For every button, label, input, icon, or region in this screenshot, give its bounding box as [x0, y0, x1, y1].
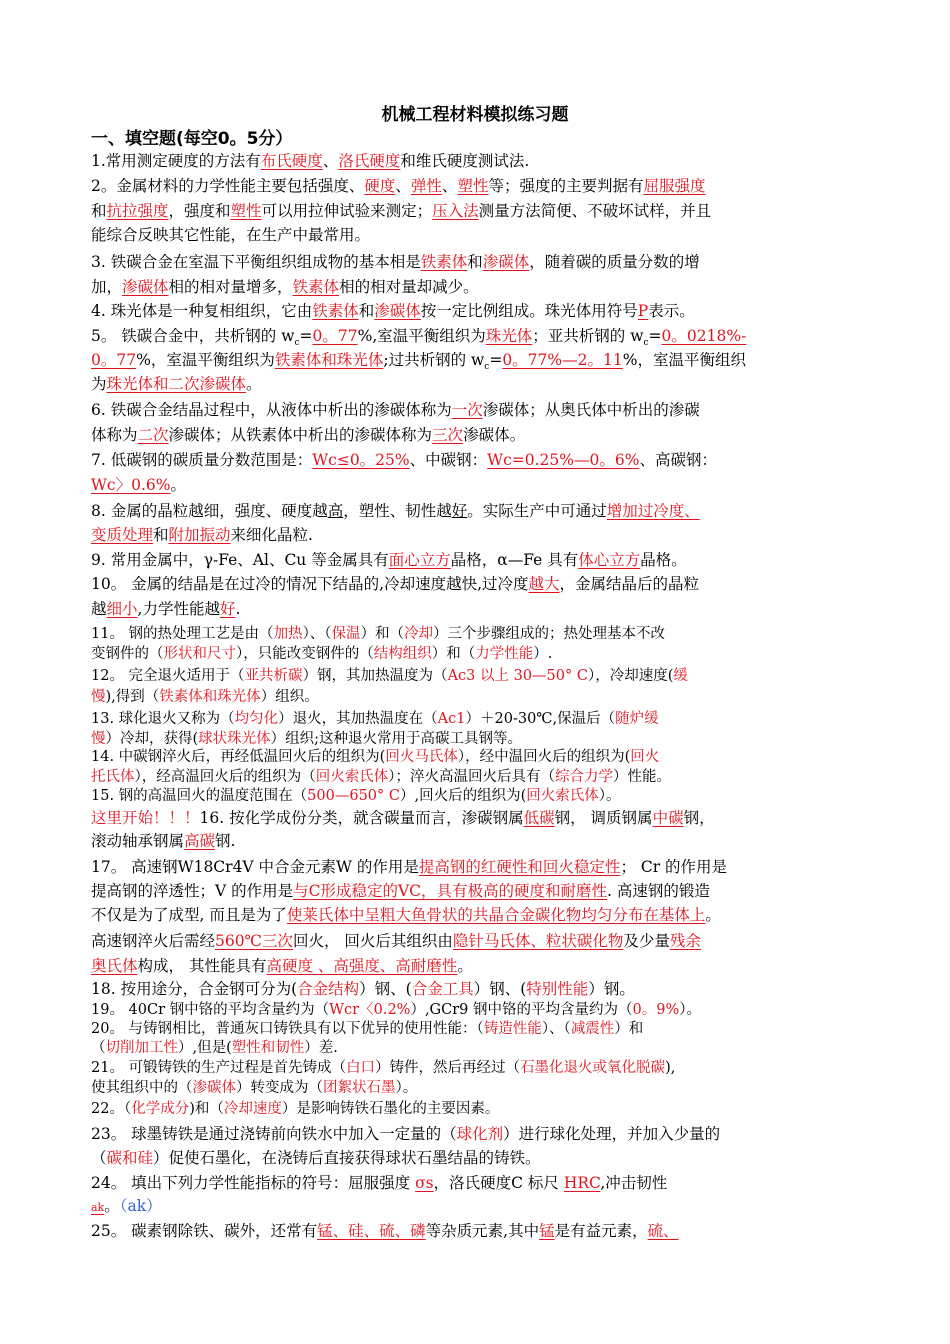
- answer-text: 0。9%: [632, 1002, 680, 1018]
- answer-text: 亚共析碳: [244, 668, 303, 684]
- question-text: ）,但是(: [178, 1040, 232, 1056]
- answer-text: 渗碳体: [192, 1080, 236, 1096]
- text-line: [91, 978, 881, 1000]
- text-line: [91, 449, 881, 471]
- answer-text: 回火索氏体: [315, 769, 389, 785]
- answer-text: 合金工具: [411, 980, 474, 998]
- question-text: 为: [91, 375, 107, 393]
- question-text: 变钢件的（: [91, 646, 164, 662]
- text-line: [91, 224, 881, 246]
- question-text: 来细化晶粒.: [230, 526, 313, 544]
- answer-text: 白口: [346, 1060, 376, 1076]
- answer-text: 面心立方: [388, 551, 451, 569]
- subscript: c: [484, 362, 490, 373]
- underlined-text: 高: [327, 502, 344, 520]
- answer-text: 团絮状石墨: [323, 1080, 396, 1096]
- answer-text: 0。77%—2。11: [502, 351, 623, 369]
- question-text: 。: [170, 476, 187, 494]
- question-text: 16. 按化学成份分类，就含碳量而言，渗碳钢属: [199, 809, 524, 827]
- question-text: 越: [91, 600, 107, 618]
- answer-text: 回火索氏体: [526, 788, 599, 804]
- question-text: 9. 常用金属中，γ-Fe、Al、Cu 等金属具有: [91, 551, 389, 569]
- text-line: [91, 904, 881, 926]
- question-text: 钢， 调质钢属: [554, 809, 653, 827]
- question-text: 11。 钢的热处理工艺是由（: [91, 626, 274, 642]
- question-text: 22。（: [91, 1101, 132, 1117]
- text-line: [91, 746, 881, 768]
- question-text: 14. 中碳钢淬火后，再经低温回火后的组织为(: [91, 749, 386, 765]
- answer-text: 铁素体和珠光体: [159, 689, 261, 705]
- question-text: ）组织。: [260, 689, 319, 705]
- answer-text: 合金结构: [297, 980, 360, 998]
- answer-text: 中碳: [652, 809, 684, 827]
- question-text: 等；强度的主要判据有: [488, 177, 644, 195]
- answer-text: 冷却速度: [223, 1101, 282, 1117]
- text-line: [91, 251, 881, 273]
- answer-text: 这里开始！！！: [91, 809, 200, 827]
- answer-text: 渗碳体: [482, 253, 530, 271]
- question-text: ）组织;这种退火常用于高碳工具钢等。: [270, 731, 523, 747]
- question-text: 渗碳体；从铁素体中析出的渗碳体称为: [168, 426, 433, 444]
- text-line: [91, 665, 881, 687]
- text-line: [91, 175, 881, 197]
- question-text: ）和（: [431, 646, 476, 662]
- text-line: [91, 150, 881, 172]
- question-text: 、: [395, 177, 411, 195]
- question-text: ）差.: [304, 1040, 338, 1056]
- answer-text: 切削加工性: [105, 1040, 178, 1056]
- answer-text: 加热: [273, 626, 303, 642]
- answer-text: 使莱氏体中呈粗大鱼骨状的共晶合金碳化物均匀分布在基体上: [286, 906, 706, 924]
- answer-text: 一次: [451, 401, 483, 419]
- text-line: [91, 549, 881, 571]
- question-text: 13. 球化退火又称为（: [91, 711, 235, 727]
- answer-text: 保温: [331, 626, 361, 642]
- answer-text: 二次: [137, 426, 169, 444]
- text-line: [91, 1147, 881, 1169]
- question-text: 25。 碳素钢除铁、碳外，还常有: [91, 1222, 318, 1240]
- answer-text: 慢: [91, 731, 106, 747]
- answer-text: 特别性能: [526, 980, 589, 998]
- question-text: ）转变成为（: [236, 1080, 323, 1096]
- question-text: 。: [705, 906, 721, 924]
- answer-text: 体心立方: [578, 551, 641, 569]
- blue-note: （ak）: [119, 1197, 162, 1215]
- answer-text: 硫、: [647, 1222, 679, 1240]
- answer-text: 塑性和韧性: [231, 1040, 305, 1056]
- question-text: ），只能改变钢件的（: [236, 646, 374, 662]
- question-text: =: [299, 327, 313, 345]
- answer-text: 变质处理: [91, 526, 154, 544]
- question-text: ）。: [598, 788, 621, 804]
- text-line: [91, 708, 881, 730]
- question-text: 6. 铁碳合金结晶过程中，从液体中析出的渗碳体称为: [91, 401, 452, 419]
- answer-text: ak: [91, 1201, 105, 1214]
- text-line: [91, 300, 881, 322]
- text-line: [91, 623, 881, 645]
- question-text: 19。 40Cr 钢中铬的平均含量约为（: [91, 1002, 330, 1018]
- underlined-text: 好: [451, 502, 468, 520]
- question-text: ）。: [679, 1002, 701, 1018]
- question-text: 加，: [91, 278, 123, 296]
- text-line: [91, 785, 881, 807]
- question-text: ),: [665, 1060, 676, 1076]
- question-text: ）。: [395, 1080, 418, 1096]
- answer-text: Wcr〈0.2%: [329, 1002, 411, 1018]
- question-text: 24。 填出下列力学性能指标的符号：屈服强度: [91, 1174, 416, 1192]
- question-text: 和: [358, 302, 375, 320]
- answer-text: 提高钢的红硬性和回火稳定性: [418, 858, 621, 876]
- text-line: [91, 276, 881, 298]
- question-text: 滚动轴承钢属: [91, 832, 185, 850]
- answer-text: 锰、硅、硫、磷: [317, 1222, 426, 1240]
- question-text: ，强度和: [168, 202, 231, 220]
- question-text: 等杂质元素,其中: [425, 1222, 540, 1240]
- answer-text: 细小: [106, 600, 138, 618]
- answer-text: 好: [219, 600, 236, 618]
- question-text: 5。 铁碳合金中，共析钢的 w: [91, 327, 295, 345]
- question-text: 渗碳体；从奥氏体中析出的渗碳: [482, 401, 700, 419]
- answer-text: 结构组织: [373, 646, 432, 662]
- question-text: ),得到（: [105, 689, 160, 705]
- question-text: 15. 钢的高温回火的温度范围在（: [91, 788, 308, 804]
- answer-text: 随炉缓: [615, 711, 659, 727]
- question-text: 8. 金属的晶粒越细，强度、硬度越: [91, 502, 328, 520]
- question-text: 表示。: [648, 302, 695, 320]
- answer-text: 奥氏体: [91, 957, 138, 975]
- answer-text: 高碳: [184, 832, 216, 850]
- answer-text: 洛氏硬度: [338, 152, 401, 170]
- text-line: [91, 643, 881, 665]
- question-text: ）退火，其加热温度在（: [278, 711, 438, 727]
- text-line: [91, 930, 881, 952]
- question-text: 23。 球墨铸铁是通过浇铸前向铁水中加入一定量的（: [91, 1125, 457, 1143]
- answer-text: 碳和硅: [106, 1149, 154, 1167]
- answer-text: 缓: [673, 668, 688, 684]
- question-text: ）；淬火高温回火后具有（: [388, 769, 555, 785]
- answer-text: 0。0218%-: [661, 327, 747, 345]
- answer-text: 残余: [669, 932, 701, 950]
- question-text: ）是影响铸铁石墨化的主要因素。: [281, 1101, 500, 1117]
- answer-text: 高硬度 、高强度、高耐磨性: [266, 957, 458, 975]
- question-text: . 高速钢的锻造: [607, 882, 710, 900]
- answer-text: 布氏硬度: [260, 152, 323, 170]
- subscript: c: [643, 338, 649, 349]
- question-text: ）,回火后的组织为(: [399, 788, 527, 804]
- answer-text: 铸造性能: [483, 1021, 542, 1037]
- answer-text: 减震性: [570, 1021, 615, 1037]
- answer-text: 越大: [528, 575, 560, 593]
- answer-text: P: [637, 302, 649, 320]
- answer-text: 增加过冷度、: [606, 502, 700, 520]
- question-text: 10。 金属的结晶是在过冷的情况下结晶的,冷却速度越快,过冷度: [91, 575, 529, 593]
- question-text: 、: [322, 152, 339, 170]
- question-text: 3. 铁碳合金在室温下平衡组织组成物的基本相是: [91, 253, 421, 271]
- answer-text: Wc≤0。25%: [312, 451, 410, 469]
- question-text: 、中碳钢：: [409, 451, 488, 469]
- question-text: ）和（: [360, 626, 405, 642]
- question-text: 。实际生产中可通过: [467, 502, 607, 520]
- question-text: ，金属结晶后的晶粒: [559, 575, 700, 593]
- text-line: [91, 955, 881, 977]
- text-line: [91, 524, 881, 546]
- question-text: 钢，: [683, 809, 715, 827]
- question-text: （: [91, 1040, 106, 1056]
- answer-text: 压入法: [432, 202, 479, 220]
- text-line: [91, 424, 881, 446]
- question-text: ）进行球化处理，并加入少量的: [503, 1125, 721, 1143]
- text-line: [91, 200, 881, 222]
- question-text: ）,GCr9 钢中铬的平均含量约为（: [410, 1002, 633, 1018]
- question-text: （: [91, 1149, 107, 1167]
- answer-text: Ac3 以上 30—50° C: [447, 668, 588, 684]
- question-text: 及少量: [623, 932, 670, 950]
- answer-text: 塑性: [457, 177, 489, 195]
- text-line: [91, 686, 881, 708]
- text-line: [91, 399, 881, 421]
- question-text: ）、（: [541, 1021, 571, 1037]
- answer-text: 弹性: [410, 177, 442, 195]
- question-text: 是有益元素，: [554, 1222, 648, 1240]
- answer-text: 抗拉强度: [106, 202, 169, 220]
- question-text: ）.: [533, 646, 553, 662]
- question-text: 钢.: [215, 832, 236, 850]
- text-line: [91, 1057, 881, 1079]
- answer-text: 渗碳体: [374, 302, 421, 320]
- question-text: ，洛氏硬度C 标尺: [433, 1174, 564, 1192]
- question-text: 1.常用测定硬度的方法有: [91, 152, 261, 170]
- question-text: ）促使石墨化，在浇铸后直接获得球状石墨结晶的铸铁。: [153, 1149, 541, 1167]
- answer-text: 力学性能: [475, 646, 534, 662]
- answer-text: 附加振动: [168, 526, 231, 544]
- question-text: ）冷却，获得(: [105, 731, 199, 747]
- answer-text: Wc〉0.6%: [91, 476, 171, 494]
- answer-text: 铁素体和珠光体: [274, 351, 384, 369]
- question-text: 18. 按用途分，合金钢可分为(: [91, 980, 298, 998]
- question-text: 2。金属材料的力学性能主要包括强度、: [91, 177, 365, 195]
- question-text: 和维氏硬度测试法.: [400, 152, 530, 170]
- question-text: 不仅是为了成型, 而且是为了: [91, 906, 287, 924]
- question-text: ）三个步骤组成的；热处理基本不改: [433, 626, 666, 642]
- question-text: ）钢、(: [359, 980, 412, 998]
- question-text: 渗碳体。: [463, 426, 526, 444]
- question-text: 提高钢的淬透性；V 的作用是: [91, 882, 294, 900]
- text-line: [91, 500, 881, 522]
- answer-text: Wc=0.25%—0。6%: [487, 451, 640, 469]
- question-text: 17。 高速钢W18Cr4V 中合金元素W 的作用是: [91, 858, 419, 876]
- text-line: [91, 598, 881, 620]
- text-line: [91, 1077, 881, 1099]
- question-text: ;过共析钢的 w: [383, 351, 485, 369]
- question-text: 相的相对量却减少。: [339, 278, 479, 296]
- question-text: ；亚共析钢的 w: [532, 327, 644, 345]
- text-line: [91, 856, 881, 878]
- question-text: .: [235, 600, 241, 618]
- question-text: 、高碳钢：: [639, 451, 717, 469]
- answer-text: 560℃三次: [215, 932, 293, 950]
- answer-text: 屈服强度: [643, 177, 706, 195]
- text-line: [91, 1037, 881, 1059]
- question-text: ）钢，其加热温度为（: [302, 668, 448, 684]
- question-text: 21。 可锻铸铁的生产过程是首先铸成（: [91, 1060, 347, 1076]
- question-text: 体称为: [91, 426, 138, 444]
- text-line: [91, 1195, 881, 1219]
- section-heading: 一、填空题(每空0。5分）: [91, 129, 293, 149]
- question-text: %，室温平衡组织为: [136, 351, 275, 369]
- answer-text: 500—650° C: [307, 788, 400, 804]
- answer-text: 珠光体和二次渗碳体: [106, 375, 247, 393]
- answer-text: 慢: [91, 689, 106, 705]
- answer-text: 石墨化退火或氧化脱碳: [520, 1060, 666, 1076]
- text-line: [91, 1172, 881, 1194]
- question-text: ,力学性能越: [137, 600, 220, 618]
- text-line: [91, 1220, 881, 1242]
- question-text: 晶格。: [640, 551, 687, 569]
- question-text: 构成， 其性能具有: [137, 957, 267, 975]
- question-text: 可以用拉伸试验来测定；: [261, 202, 433, 220]
- question-text: ）钢、(: [473, 980, 527, 998]
- question-text: 晶格，α—Fe 具有: [450, 551, 579, 569]
- subscript: c: [294, 338, 300, 349]
- question-text: ），冷却速度(: [587, 668, 674, 684]
- text-line: [91, 807, 881, 829]
- answer-text: 与C形成稳定的VC，具有极高的硬度和耐磨性: [293, 882, 608, 900]
- question-text: ； Cr 的作用是: [620, 858, 728, 876]
- question-text: 7. 低碳钢的碳质量分数范围是：: [91, 451, 313, 469]
- answer-text: 化学成分: [131, 1101, 190, 1117]
- question-text: 12。 完全退火适用于（: [91, 668, 245, 684]
- text-line: [91, 1123, 881, 1145]
- answer-text: 硬度: [364, 177, 396, 195]
- answer-text: 球状珠光体: [198, 731, 271, 747]
- question-text: 能综合反映其它性能，在生产中最常用。: [91, 226, 371, 244]
- question-text: 相的相对量增多，: [168, 278, 293, 296]
- answer-text: 渗碳体: [122, 278, 169, 296]
- answer-text: 塑性: [230, 202, 262, 220]
- answer-text: 低碳: [523, 809, 555, 827]
- question-text: 使其组织中的（: [91, 1080, 193, 1096]
- question-text: ），经高温回火后的组织为（: [134, 769, 316, 785]
- text-line: [91, 880, 881, 902]
- question-text: =: [648, 327, 662, 345]
- answer-text: 珠光体: [485, 327, 533, 345]
- question-text: 按一定比例组成。珠光体用符号: [420, 302, 638, 320]
- question-text: 、: [441, 177, 458, 195]
- question-text: 20。 与铸钢相比，普通灰口铸铁具有以下优异的使用性能：（: [91, 1021, 484, 1037]
- question-text: =: [489, 351, 503, 369]
- answer-text: 综合力学: [555, 769, 613, 785]
- question-text: 测量方法简便、不破坏试样，并且: [478, 202, 712, 220]
- question-text: %,室温平衡组织为: [357, 327, 486, 345]
- question-text: 和: [467, 253, 483, 271]
- answer-text: 隐针马氏体、粒状碳化物: [452, 932, 624, 950]
- answer-text: Ac1: [437, 711, 466, 727]
- question-text: ，随着碳的质量分数的增: [529, 253, 700, 271]
- answer-text: σs: [415, 1174, 434, 1192]
- question-text: 。: [457, 957, 473, 975]
- question-text: ）铸件，然后再经过（: [375, 1060, 521, 1076]
- answer-text: 铁素体: [312, 302, 359, 320]
- answer-text: HRC: [563, 1174, 601, 1192]
- question-text: 和: [153, 526, 169, 544]
- text-line: [91, 1098, 881, 1120]
- text-line: [91, 573, 881, 595]
- text-line: [91, 474, 881, 496]
- answer-text: 形状和尺寸: [163, 646, 236, 662]
- question-text: 回火， 回火后其组织由: [292, 932, 453, 950]
- answer-text: 回火马氏体: [385, 749, 458, 765]
- question-text: ）、（: [302, 626, 332, 642]
- answer-text: 托氏体: [91, 769, 135, 785]
- text-line: [91, 373, 881, 395]
- question-text: ）钢。: [588, 980, 635, 998]
- answer-text: 0。77: [91, 351, 137, 369]
- question-text: %，室温平衡组织: [622, 351, 746, 369]
- page-title: 机械工程材料模拟练习题: [381, 105, 569, 125]
- question-text: ）和: [614, 1021, 644, 1037]
- answer-text: 铁素体: [292, 278, 340, 296]
- question-text: 。: [246, 375, 262, 393]
- answer-text: 球化剂: [456, 1125, 504, 1143]
- text-line: [91, 830, 881, 852]
- question-text: ，塑性、韧性越: [343, 502, 452, 520]
- question-text: ,冲击韧性: [600, 1174, 668, 1192]
- question-text: ）＋20-30℃,保温后（: [465, 711, 616, 727]
- question-text: 4. 珠光体是一种复相组织，它由: [91, 302, 313, 320]
- answer-text: 均匀化: [234, 711, 279, 727]
- question-text: 和: [91, 202, 107, 220]
- answer-text: 三次: [432, 426, 464, 444]
- question-text: )和（: [189, 1101, 224, 1117]
- question-text: 。: [104, 1197, 120, 1215]
- answer-text: 0。77: [312, 327, 358, 345]
- answer-text: 回火: [630, 749, 660, 765]
- answer-text: 冷却: [404, 626, 434, 642]
- answer-text: 铁素体: [420, 253, 468, 271]
- question-text: ）性能。: [613, 769, 671, 785]
- answer-text: 锰: [539, 1222, 555, 1240]
- question-text: 高速钢淬火后需经: [91, 932, 216, 950]
- question-text: ），经中温回火后的组织为(: [457, 749, 631, 765]
